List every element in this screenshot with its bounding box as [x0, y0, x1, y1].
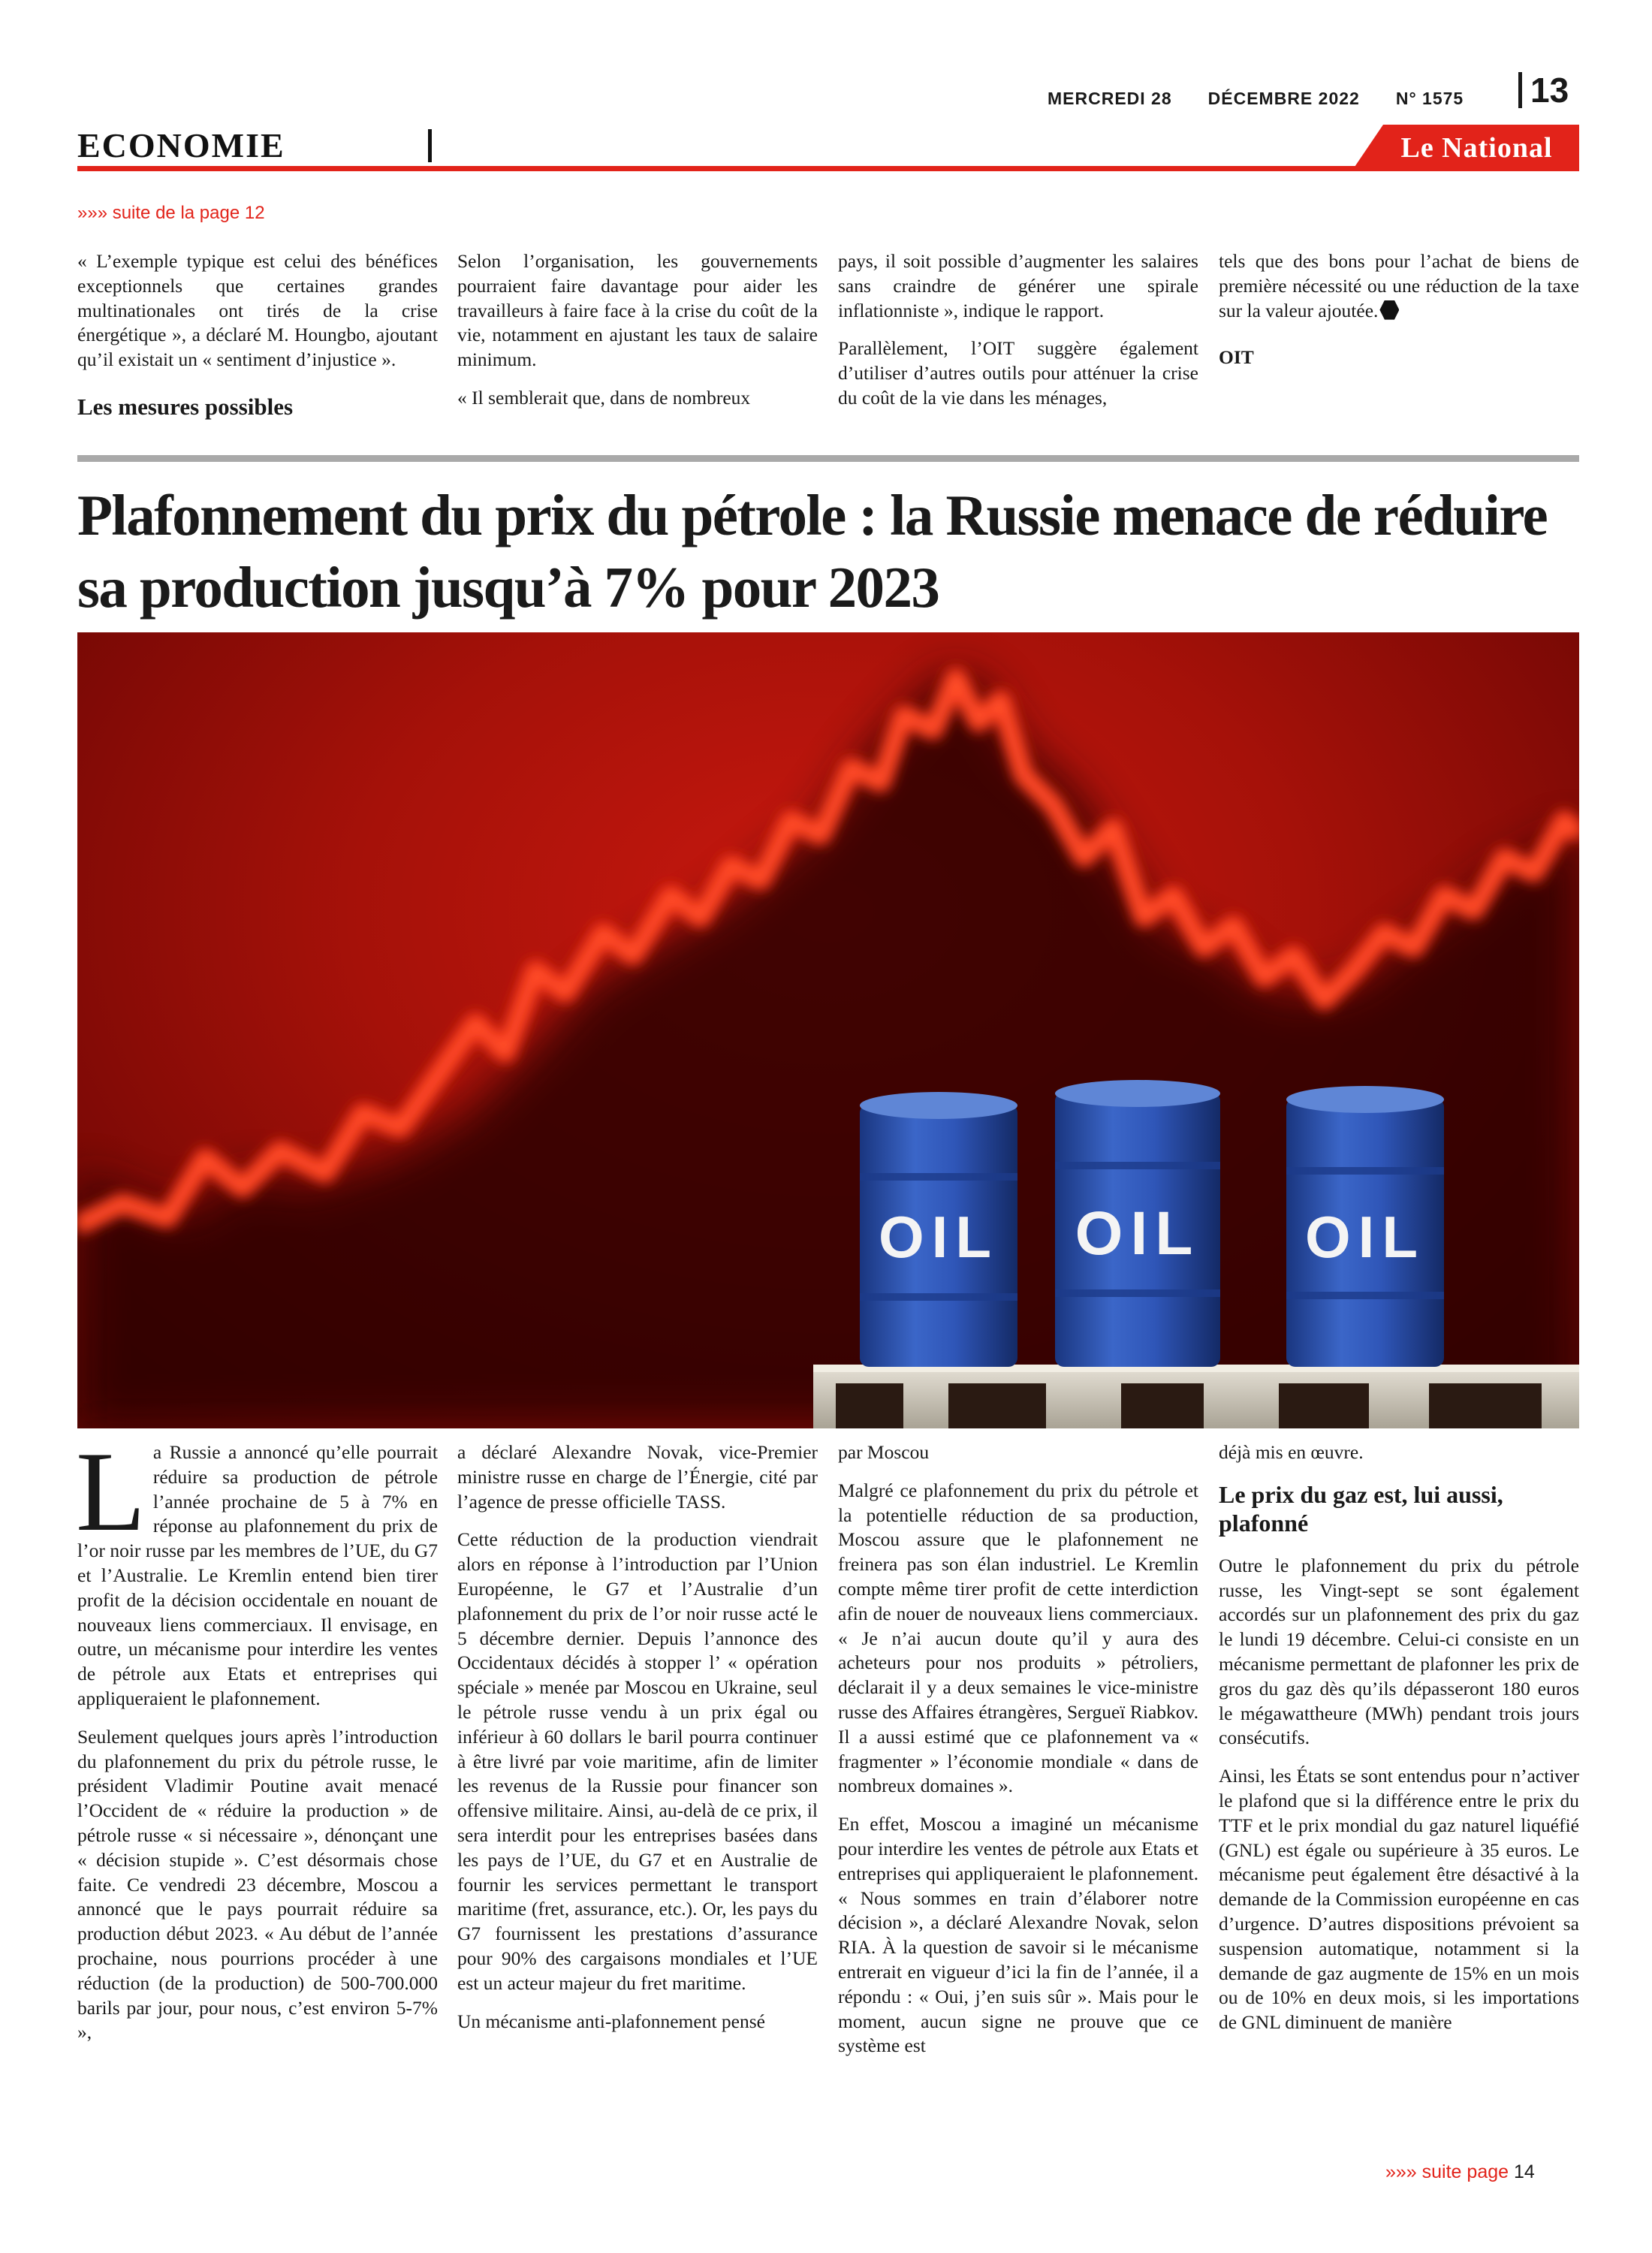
author-signature: OIT [1219, 346, 1254, 369]
paragraph: Cette réduction de la production viendrait alors en réponse à l’introduction par l’Union Européenne, le G7 et l’Australie d’un plafonnement du prix de l’or noir russe acté le 5 décembre dernier. Depuis l’annonce des Occidentaux décidés à stopper l’ « opération spéciale » menée par Moscou en Ukraine, seul le pétrole russe vendu à un prix égal ou inférieur à 60 dollars le baril pourra continuer à être livré par voie maritime, afin de limiter les revenus de la Russie pour financer son offensive militaire. Ainsi, au-delà de ce prix, il sera interdit pour les entreprises basées dans les pays de l’UE, du G7 et en Australie de fournir les services permettant le transport maritime (fret, assurance, etc.). Or, les pays du G7 fournissent les prestations d’assurance pour 90% des cargaisons mondiales et l’UE est un acteur majeur du fret maritime. [457, 1528, 818, 1994]
article-divider [77, 455, 1579, 462]
oil-barrel-2 [1055, 1080, 1220, 1367]
article-column-4 [1219, 1440, 1579, 2049]
continued-from-link[interactable]: »»» suite de la page 12 [77, 203, 265, 223]
paragraph: Seulement quelques jours après l’introduction du plafonnement du prix du pétrole russe, le président Vladimir Poutine avait menacé l’Occident de « réduire la production » de pétrole russe « si nécessaire », dénonçant une « décision stupide ». C’est désormais chose faite. Ce vendredi 23 décembre, Moscou a annoncé que le pays pourrait réduire sa production début 2023. « Au début de l’année prochaine, nous pourrions procéder à une réduction (de la production) de 500-700.000 barils par jour, pour nous, c’est environ 5-7% », [77, 1725, 438, 2043]
section-title: ECONOMIE [77, 126, 285, 164]
oil-barrels-illustration [77, 632, 1579, 1428]
article-column-3 [838, 1440, 1198, 2072]
section-divider [428, 129, 432, 162]
paragraph: Ainsi, les États se sont entendus pour n’activer le plafond que si la différence entre le prix du TTF et le prix mondial du gaz naturel liquéfié (GNL) est égale ou supérieure à 35 euros. Le mécanisme peut également être désactivé à la demande de la Commission européenne en cas d’urgence. D’autres dispositions prévoient sa suspension automatique, notamment si la demande de gaz augmente de 15% en un mois ou de 10% en deux mois, si les importations de GNL diminuent de manière [1219, 1765, 1579, 2034]
prev-article-column-4 [1219, 249, 1579, 370]
paragraph: déjà mis en œuvre. [1219, 1441, 1364, 1463]
paragraph: Outre le plafonnement du prix du pétrole russe, les Vingt-sept se sont également accordés sur un plafonnement des prix du gaz le lundi 19 décembre. Celui-ci consiste en un mécanisme permettant de plafonner les prix de gros du gaz dès qu’ils dépasseront 180 euros le mégawattheure (MWh) pendant trois jours consécutifs. [1219, 1554, 1579, 1749]
paragraph: Un mécanisme anti-plafonnement pensé [457, 2010, 765, 2032]
paragraph-text: tels que des bons pour l’achat de biens de première nécessité ou une réduction de la taxe sur la valeur ajoutée. [1219, 250, 1579, 321]
paragraph: pays, il soit possible d’augmenter les salaires sans craindre de générer une spirale inflationniste », indique le rapport. [838, 250, 1198, 321]
paragraph: Malgré ce plafonnement du prix du pétrole et la potentielle réduction de sa production, Moscou assure que le plafonnement ne freinera pas son élan industriel. Le Kremlin compte même tirer profit de cette interdiction afin de nouer de nouveaux liens commerciaux. « Je n’ai aucun doute qu’il y aura des acheteurs pour nos produits » pétroliers, déclarait il y a deux semaines le vice-ministre russe des Affaires étrangères, Sergueï Riabkov. Il a aussi estimé que ce plafonnement va « fragmenter » l’économie mondiale « dans de nombreux domaines ». [838, 1479, 1198, 1797]
prev-article-column-1 [77, 249, 438, 422]
issue-day: MERCREDI 28 [1048, 89, 1172, 108]
prev-article-column-3 [838, 249, 1198, 424]
page-number: 13 [1530, 71, 1569, 110]
article-photo [77, 632, 1579, 1428]
barrel-label: OIL [1075, 1199, 1201, 1268]
oil-barrel-1 [860, 1092, 1017, 1367]
issue-month-year: DÉCEMBRE 2022 [1207, 89, 1360, 108]
subheading: Les mesures possibles [77, 393, 294, 420]
end-of-article-icon [1379, 300, 1399, 320]
drop-cap: L [76, 1428, 146, 1555]
paragraph: « L’exemple typique est celui des bénéfices exceptionnels que certaines grandes multinationales ont tirés de la crise énergétique », a déclaré M. Houngbo, ajoutant qu’il existait un « sentiment d’injustice ». [77, 250, 438, 371]
continued-on-text: »»» suite page [1385, 2161, 1509, 2182]
issue-number: N° 1575 [1395, 89, 1464, 108]
barrel-label: OIL [1305, 1204, 1425, 1270]
issue-date-line [1048, 83, 1506, 113]
paragraph: Parallèlement, l’OIT suggère également d’utiliser d’autres outils pour atténuer la crise du coût de la vie dans les ménages, [838, 337, 1198, 409]
paragraph: « Il semblerait que, dans de nombreux [457, 386, 751, 409]
page-number-divider [1518, 72, 1522, 108]
oil-barrel-3 [1286, 1086, 1444, 1367]
article-column-2 [457, 1440, 818, 2047]
continued-on-link[interactable] [1385, 2160, 1535, 2184]
barrel-label: OIL [879, 1204, 999, 1270]
paragraph-text: a Russie a annoncé qu’elle pourrait réduire sa production de pétrole l’année prochaine de 5 à 7% en réponse au plafonnement du prix de l’or noir russe par les membres de l’UE, du G7 et l’Australie. Le Kremlin entend bien tirer profit de la décision occidentale en nouant de nouveaux liens commerciaux. Il envisage, en outre, un mécanisme pour interdire les ventes de pétrole aux Etats et entreprises qui appliqueraient le plafonnement. [77, 1441, 438, 1709]
paragraph: par Moscou [838, 1441, 930, 1463]
brand-name: Le National [1400, 132, 1553, 164]
subheading: Le prix du gaz est, lui aussi, plafonné [1219, 1480, 1503, 1537]
paragraph: En effet, Moscou a imaginé un mécanisme pour interdire les ventes de pétrole aux Etats et entreprises qui appliqueraient le plafonnement. « Nous sommes en train d’élaborer notre décision », a déclaré Alexandre Novak, selon RIA. À la question de savoir si le mécanisme entrerait en vigueur d’ici la fin de l’année, il a répondu : « Oui, j’en suis sûr ». Mais pour le moment, aucun signe ne prouve que ce système est [838, 1813, 1198, 2057]
paragraph [1219, 249, 1579, 323]
article-headline: Plafonnement du prix du pétrole : la Russie menace de réduire sa production jusqu’à 7% pour 2023 [77, 483, 1548, 620]
article-column-1 [76, 1428, 438, 2058]
paragraph: a déclaré Alexandre Novak, vice-Premier ministre russe en charge de l’Énergie, cité par l’agence de presse officielle TASS. [457, 1441, 818, 1513]
continued-on-page: 14 [1513, 2161, 1535, 2182]
paragraph [76, 1428, 438, 1712]
paragraph: Selon l’organisation, les gouvernements pourraient faire davantage pour aider les travailleurs à faire face à la crise du coût de la vie, notamment en ajustant les taux de salaire minimum. [457, 250, 818, 371]
prev-article-column-2 [457, 249, 818, 424]
